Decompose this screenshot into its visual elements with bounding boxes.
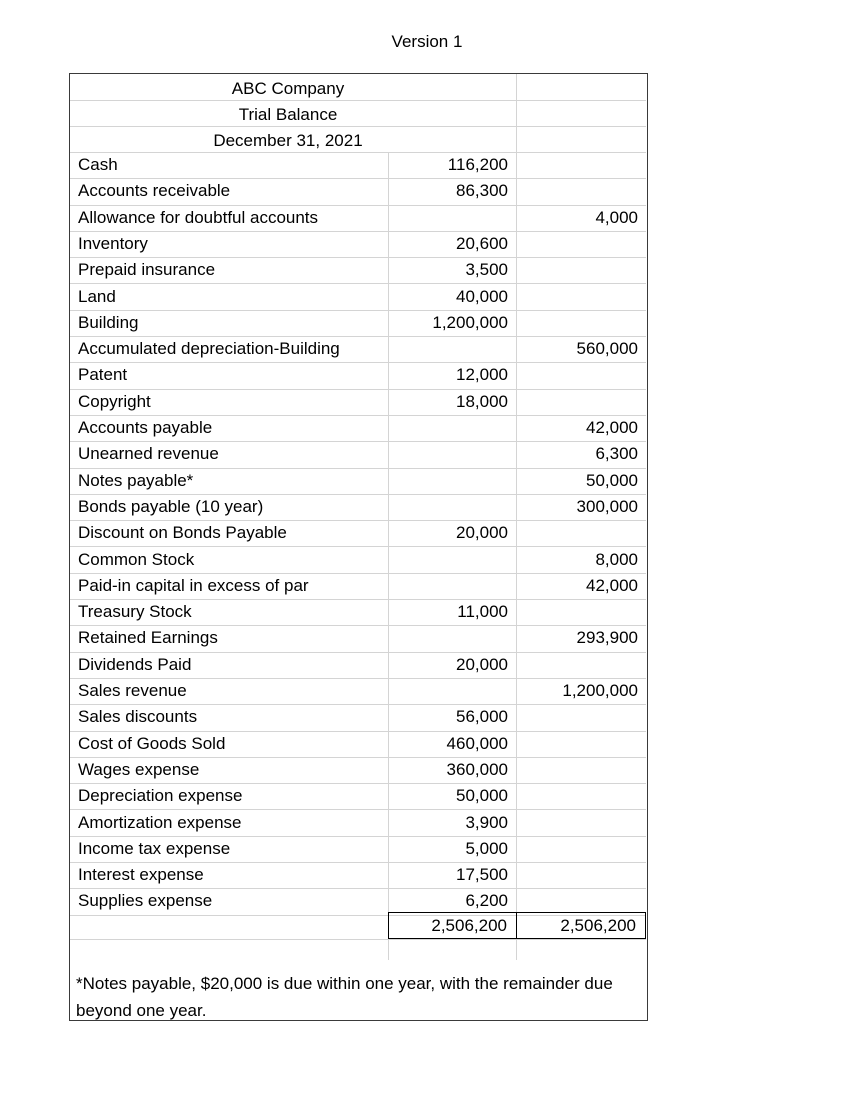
account-name: Sales revenue (78, 681, 187, 700)
account-row (70, 836, 646, 862)
credit-total: 2,506,200 (560, 916, 636, 935)
account-row (70, 284, 646, 310)
debit-amount: 20,000 (456, 523, 508, 543)
account-row (70, 573, 646, 599)
account-row (70, 152, 646, 178)
account-name: Inventory (78, 233, 148, 253)
account-name: Cash (78, 155, 118, 174)
debit-amount: 460,000 (446, 733, 508, 753)
account-name: Bonds payable (10 year) (78, 496, 264, 516)
account-name: Accounts receivable (78, 181, 231, 201)
account-name: Retained Earnings (78, 628, 218, 648)
account-name: Supplies expense (78, 891, 213, 911)
account-row (70, 336, 646, 362)
account-row (70, 205, 646, 231)
credit-amount: 293,900 (576, 628, 638, 648)
account-row (70, 652, 646, 678)
account-row (70, 257, 646, 283)
statement-title: Trial Balance (238, 105, 338, 124)
account-name: Paid-in capital in excess of par (78, 575, 309, 595)
credit-amount: 560,000 (576, 339, 638, 359)
account-row (70, 389, 646, 415)
account-row (70, 810, 646, 836)
credit-amount: 8,000 (595, 549, 638, 569)
debit-amount: 56,000 (456, 707, 508, 727)
account-name: Depreciation expense (78, 786, 243, 806)
account-row (70, 231, 646, 257)
account-row (70, 625, 646, 651)
account-name: Income tax expense (78, 838, 231, 858)
debit-amount: 3,900 (465, 812, 508, 832)
debit-amount: 12,000 (456, 365, 508, 385)
trial-balance-sheet (69, 73, 648, 1021)
credit-amount: 4,000 (595, 207, 638, 227)
account-row (70, 547, 646, 573)
credit-amount: 42,000 (586, 418, 638, 437)
account-name: Unearned revenue (78, 444, 219, 464)
debit-amount: 5,000 (465, 838, 508, 858)
account-name: Patent (78, 365, 128, 385)
account-name: Sales discounts (78, 707, 198, 727)
account-name: Interest expense (78, 865, 204, 885)
company-name: ABC Company (231, 79, 345, 98)
debit-amount: 18,000 (456, 391, 508, 411)
account-name: Land (78, 286, 116, 306)
account-row (70, 178, 646, 204)
notes-payable-footnote: *Notes payable, $20,000 is due within one year, with the remainder due beyond one year. (76, 974, 613, 1020)
debit-amount: 116,200 (447, 155, 508, 174)
debit-total: 2,506,200 (431, 916, 507, 935)
account-row (70, 494, 646, 520)
debit-amount: 1,200,000 (432, 312, 508, 332)
account-row (70, 862, 646, 888)
account-name: Dividends Paid (78, 654, 192, 674)
credit-total-box (516, 912, 646, 939)
credit-amount: 1,200,000 (562, 681, 638, 700)
account-row (70, 520, 646, 546)
debit-amount: 17,500 (456, 865, 508, 885)
account-name: Building (78, 312, 139, 332)
account-name: Discount on Bonds Payable (78, 523, 287, 543)
account-row (70, 757, 646, 783)
account-name: Treasury Stock (78, 602, 192, 622)
debit-amount: 6,200 (465, 891, 508, 911)
account-row (70, 888, 646, 914)
account-name: Amortization expense (78, 812, 242, 832)
account-row (70, 678, 646, 704)
account-name: Prepaid insurance (78, 260, 216, 280)
account-row (70, 441, 646, 467)
debit-amount: 20,600 (456, 233, 508, 253)
account-name: Allowance for doubtful accounts (78, 207, 319, 227)
account-row (70, 599, 646, 625)
version-label: Version 1 (391, 32, 463, 51)
statement-date: December 31, 2021 (213, 131, 363, 150)
credit-amount: 6,300 (595, 444, 638, 464)
debit-total-box (388, 912, 517, 939)
account-row (70, 362, 646, 388)
account-name: Wages expense (78, 759, 200, 779)
debit-amount: 3,500 (465, 260, 508, 280)
account-name: Notes payable* (78, 470, 194, 490)
account-row (70, 731, 646, 757)
account-name: Accumulated depreciation-Building (78, 339, 340, 359)
account-row (70, 783, 646, 809)
account-name: Cost of Goods Sold (78, 733, 226, 753)
debit-amount: 360,000 (446, 759, 508, 779)
account-name: Copyright (78, 391, 151, 411)
debit-amount: 11,000 (457, 602, 508, 622)
debit-amount: 40,000 (456, 286, 508, 306)
debit-amount: 50,000 (456, 786, 508, 806)
account-row (70, 310, 646, 336)
debit-amount: 20,000 (456, 654, 508, 674)
account-name: Common Stock (78, 549, 195, 569)
debit-amount: 86,300 (456, 181, 508, 201)
credit-amount: 50,000 (586, 470, 638, 490)
account-row (70, 468, 646, 494)
grid-line (70, 126, 646, 127)
account-name: Accounts payable (78, 418, 213, 437)
grid-line (70, 100, 646, 101)
grid-line (70, 939, 646, 940)
credit-amount: 300,000 (576, 496, 638, 516)
credit-amount: 42,000 (586, 575, 638, 595)
account-row (70, 415, 646, 441)
account-row (70, 704, 646, 730)
